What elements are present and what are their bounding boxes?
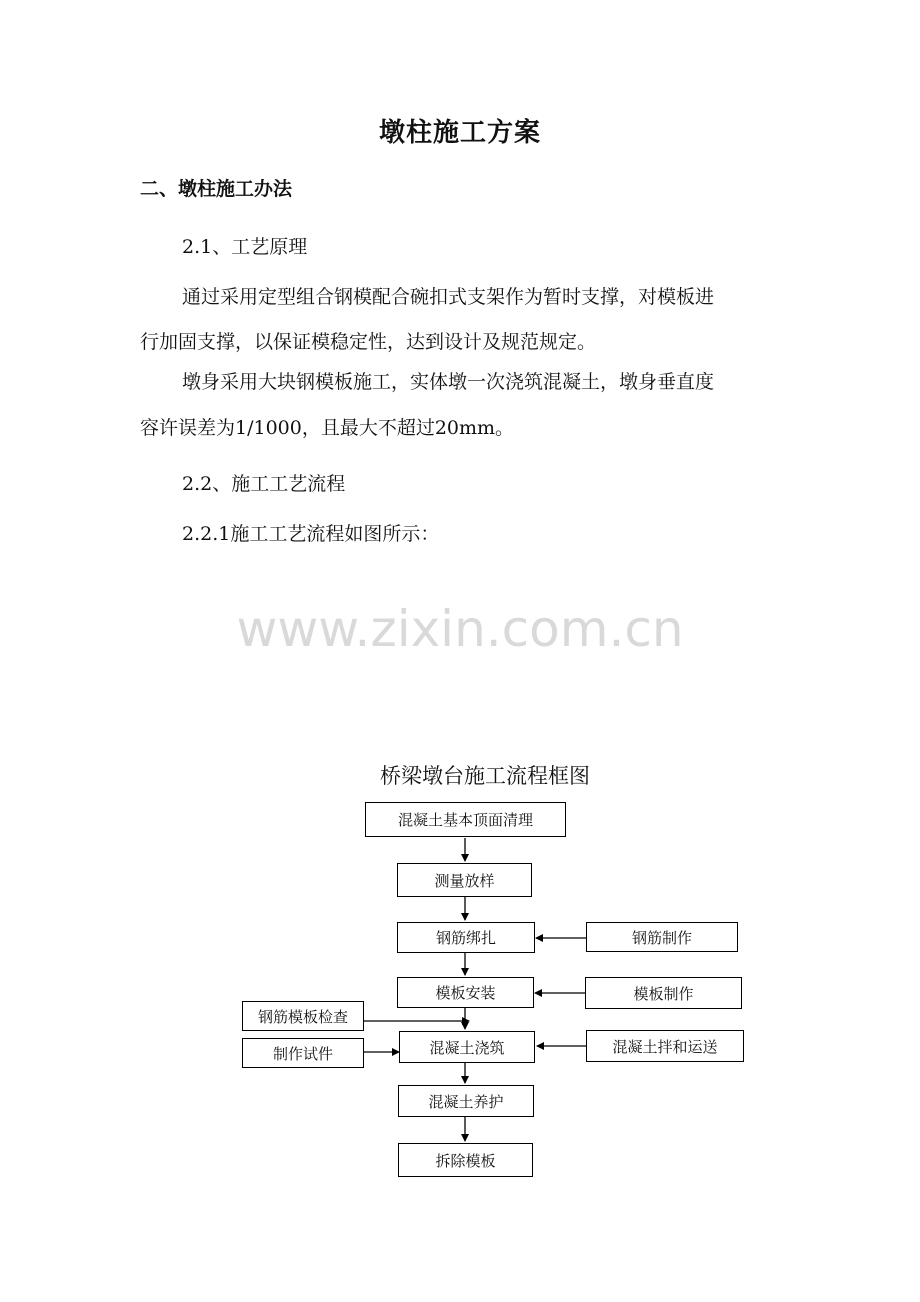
flow-step-concrete-pour: 混凝土浇筑	[399, 1031, 535, 1063]
subsection-2-1: 2.1、工艺原理	[182, 236, 308, 258]
paragraph-1-line-1: 通过采用定型组合钢模配合碗扣式支架作为暂时支撑，对模板进	[182, 286, 715, 308]
document-title: 墩柱施工方案	[378, 118, 541, 148]
flow-input-rebar-make: 钢筋制作	[586, 922, 738, 952]
flow-step-concrete-cure: 混凝土养护	[398, 1085, 534, 1117]
paragraph-1-line-2: 行加固支撑，以保证模稳定性，达到设计及规范规定。	[140, 331, 597, 353]
watermark-text: www.zixin.com.cn	[236, 600, 684, 658]
flow-step-formwork-install: 模板安装	[397, 977, 534, 1008]
flowchart-title: 桥梁墩台施工流程框图	[380, 764, 590, 788]
flow-input-formwork-make: 模板制作	[585, 977, 742, 1009]
flow-step-clean: 混凝土基本顶面清理	[365, 802, 566, 837]
flow-step-survey: 测量放样	[397, 863, 532, 897]
flow-step-rebar-tie: 钢筋绑扎	[397, 922, 535, 953]
section-heading: 二、墩柱施工办法	[140, 178, 293, 200]
flow-step-remove-formwork: 拆除模板	[398, 1143, 533, 1177]
paragraph-2-line-1: 墩身采用大块钢模板施工，实体墩一次浇筑混凝土，墩身垂直度	[182, 371, 715, 393]
subsection-2-2-1: 2.2.1施工工艺流程如图所示：	[182, 523, 440, 545]
flow-input-inspection: 钢筋模板检查	[242, 1001, 364, 1031]
flow-input-specimen: 制作试件	[242, 1038, 364, 1068]
subsection-2-2: 2.2、施工工艺流程	[182, 473, 346, 495]
flow-input-concrete-mix: 混凝土拌和运送	[586, 1030, 744, 1062]
paragraph-2-line-2: 容许误差为1/1000，且最大不超过20mm。	[140, 417, 515, 439]
